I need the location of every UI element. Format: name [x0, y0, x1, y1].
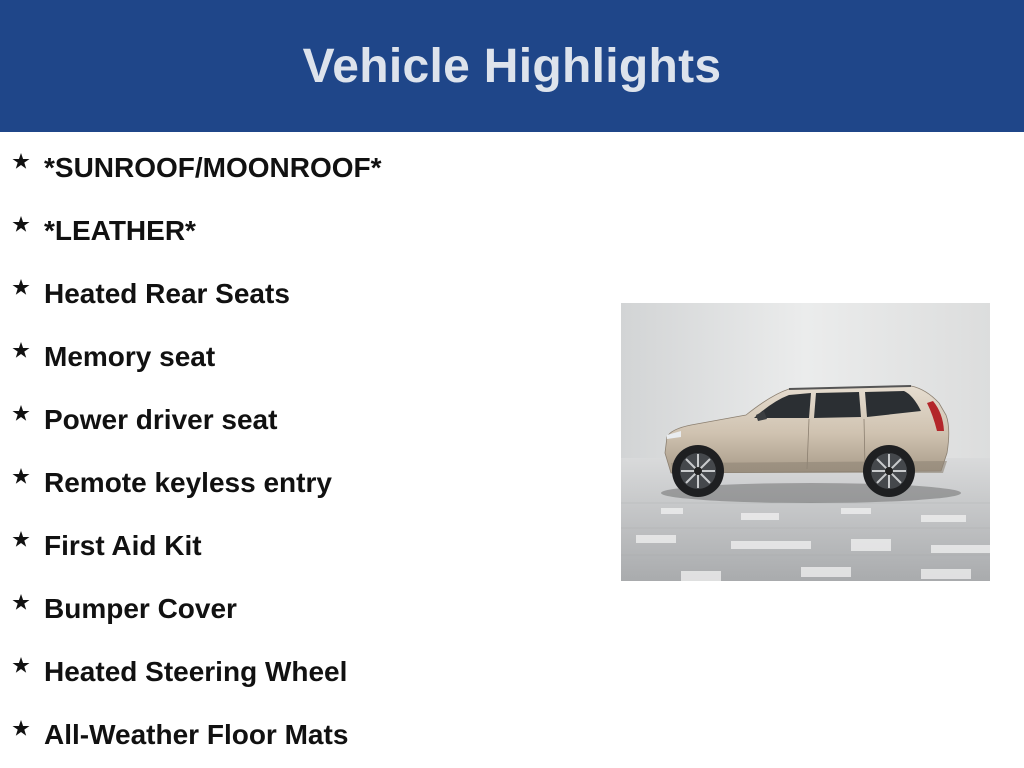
feature-label: Heated Rear Seats [44, 278, 290, 309]
feature-label: Bumper Cover [44, 593, 237, 624]
star-icon [11, 277, 31, 297]
feature-label: *SUNROOF/MOONROOF* [44, 152, 382, 183]
star-icon [11, 466, 31, 486]
star-icon [11, 340, 31, 360]
star-icon [11, 718, 31, 738]
feature-label: First Aid Kit [44, 530, 202, 561]
header-banner [0, 0, 1024, 132]
feature-label: All-Weather Floor Mats [44, 719, 349, 750]
star-icon [11, 529, 31, 549]
vehicle-photo [621, 303, 990, 581]
feature-label: Remote keyless entry [44, 467, 332, 498]
feature-label: Power driver seat [44, 404, 278, 435]
star-icon [11, 214, 31, 234]
star-icon [11, 592, 31, 612]
star-icon [11, 655, 31, 675]
feature-label: Memory seat [44, 341, 216, 372]
star-icon [11, 151, 31, 171]
feature-label: Heated Steering Wheel [44, 656, 348, 687]
star-icon [11, 403, 31, 423]
page-title: Vehicle Highlights [302, 39, 722, 93]
feature-label: *LEATHER* [44, 215, 196, 246]
vehicle-image [621, 303, 990, 581]
